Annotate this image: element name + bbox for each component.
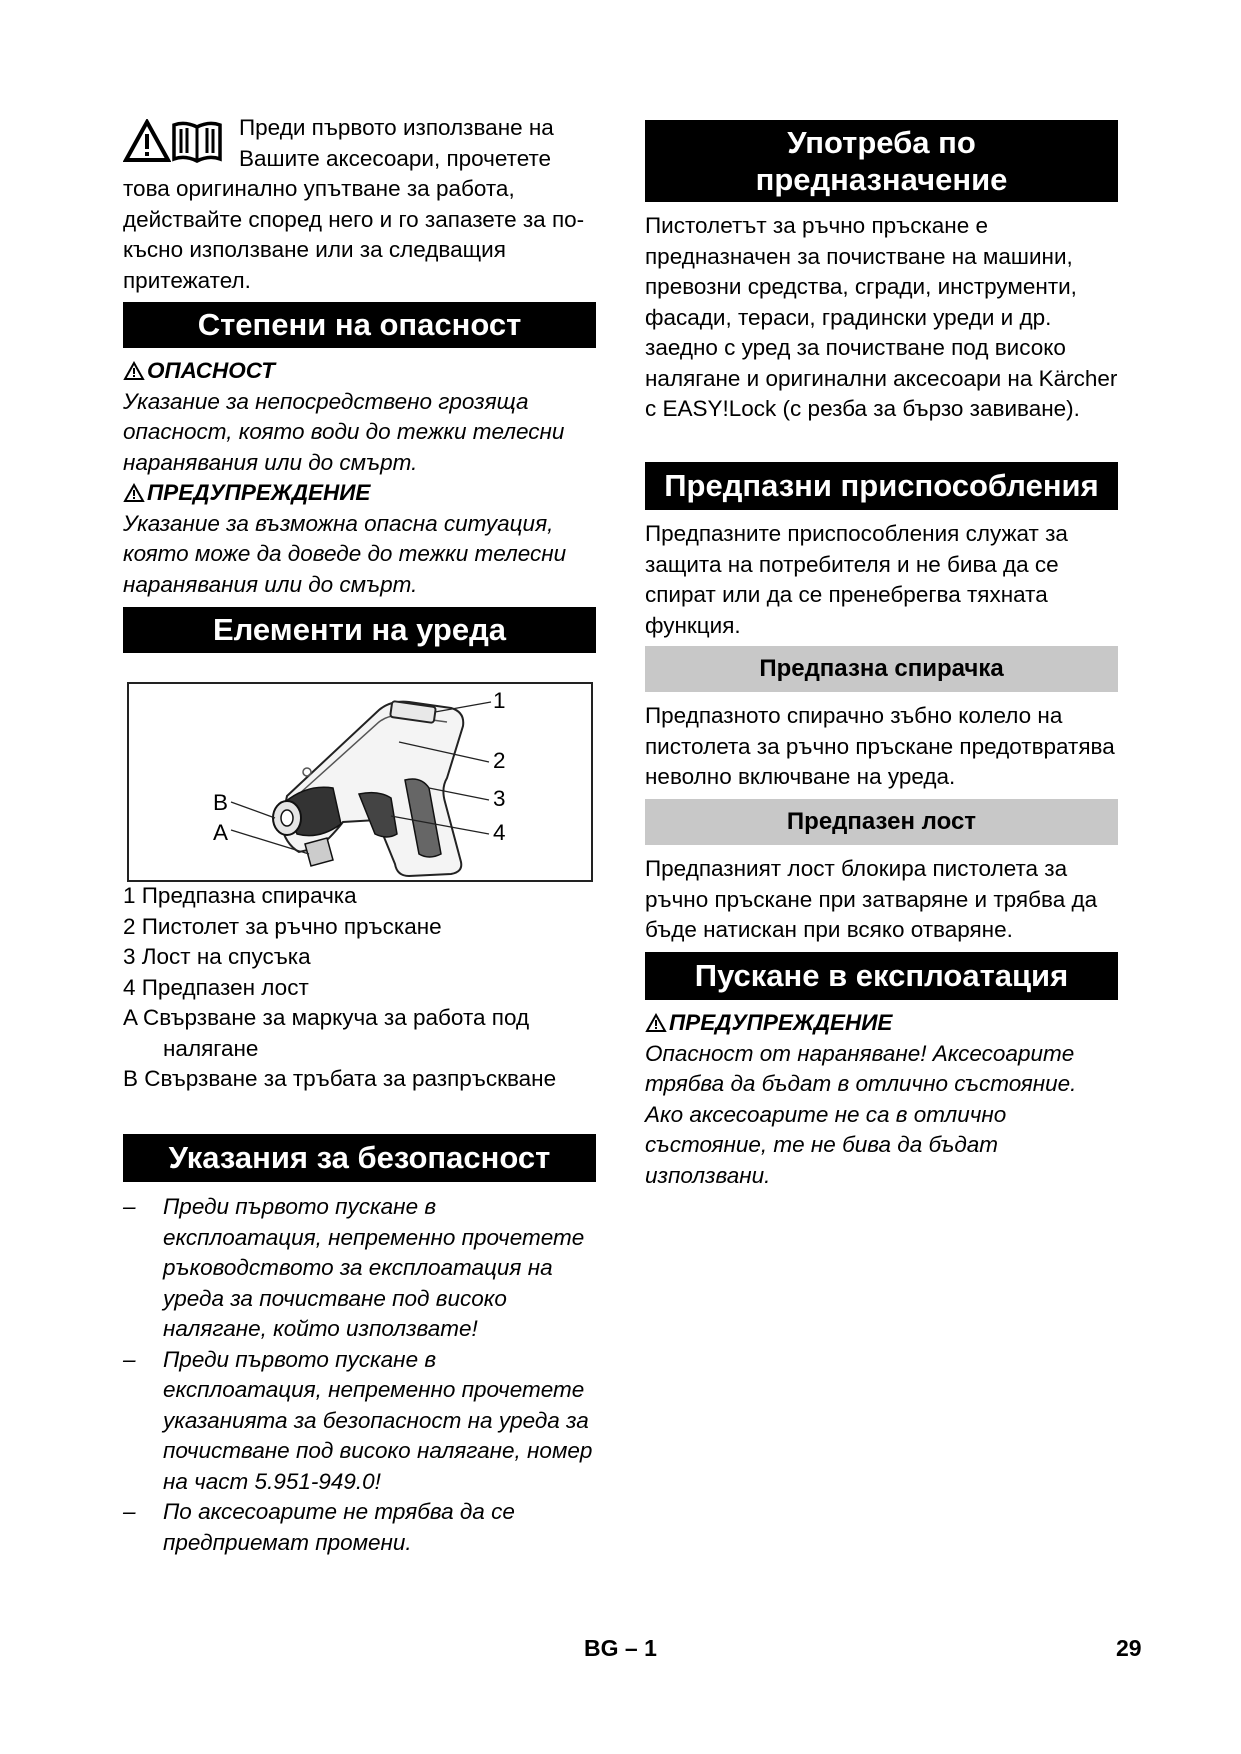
intro-line-2: Вашите аксесоари, прочетете bbox=[239, 145, 552, 171]
safety-devices-text: Предпазните приспособления служат за защита на потребителя и не бива да се спират или да се пренебрегва тяхната функция. bbox=[645, 521, 1068, 638]
danger-text: Указание за непосредствено грозяща опасност, която води до тежки телесни наранявания или до смърт. bbox=[123, 388, 565, 475]
safety-heading: Указания за безопасност bbox=[123, 1134, 596, 1182]
safety-item: – Преди първото пускане в експлоатация, непременно прочетете указанията за безопасност на уреда за почистване под високо налягане, номер на част 5.951-949.0! bbox=[123, 1346, 593, 1494]
callout-b: B bbox=[213, 790, 229, 815]
callout-1: 1 bbox=[493, 688, 506, 713]
warning-triangle-icon bbox=[123, 119, 171, 163]
legend-item: 3 Лост на спусъка bbox=[123, 944, 311, 969]
hazard-levels-heading: Степени на опасност bbox=[123, 302, 596, 348]
page-number: 29 bbox=[1116, 1635, 1142, 1661]
callout-a: A bbox=[213, 820, 229, 845]
safety-item: – Преди първото пускане в експлоатация, непременно прочетете ръководството за експлоатация на уреда за почистване под високо налягане, който използвате! bbox=[123, 1194, 585, 1341]
legend-item: A Свързване за маркуча за работа под налягане bbox=[123, 1005, 530, 1061]
legend-item: 4 Предпазен лост bbox=[123, 974, 309, 1000]
hazard-levels-section bbox=[123, 356, 596, 600]
safety-lever-text: Предпазният лост блокира пистолета за ръчно пръскане при затваряне и трябва да бъде натискан при всяко отваряне. bbox=[645, 856, 1098, 942]
spray-gun-figure bbox=[127, 682, 593, 882]
callout-3: 3 bbox=[493, 786, 506, 811]
safety-lever-heading: Предпазен лост bbox=[645, 799, 1118, 845]
startup-warning-text: Опасност от нараняване! Аксесоарите трябва да бъдат в отлично състояние. Ако аксесоарите не са в отлично състояние, те не бива да бъдат използвани. bbox=[645, 1040, 1077, 1188]
warning-label: ПРЕДУПРЕЖДЕНИЕ bbox=[123, 478, 596, 509]
intended-use-heading: Употреба по предназначение bbox=[645, 120, 1118, 202]
safety-catch-text: Предпазното спирачно зъбно колело на пистолета за ръчно пръскане предотвратява неволно включване на уреда. bbox=[645, 703, 1115, 789]
warning-text: Указание за възможна опасна ситуация, която може да доведе до тежки телесни наранявания или до смърт. bbox=[123, 510, 567, 597]
legend-item: 2 Пистолет за ръчно пръскане bbox=[123, 913, 442, 939]
callout-2: 2 bbox=[493, 748, 506, 773]
safety-devices-heading: Предпазни приспособления bbox=[645, 462, 1118, 510]
legend-item: B Свързване за тръбата за разпръскване bbox=[123, 1066, 557, 1091]
startup-heading: Пускане в експлоатация bbox=[645, 952, 1118, 1000]
safety-catch-heading: Предпазна спирачка bbox=[645, 646, 1118, 692]
danger-label: ОПАСНОСТ bbox=[123, 356, 596, 387]
element-legend bbox=[123, 881, 596, 1095]
intro-line-1: Преди първото използване на bbox=[239, 115, 554, 140]
startup-warning-label: ПРЕДУПРЕЖДЕНИЕ bbox=[645, 1008, 1118, 1039]
intro-paragraph bbox=[123, 113, 596, 296]
warning-icon bbox=[645, 1013, 667, 1033]
callout-4: 4 bbox=[493, 820, 506, 845]
page-language-label: BG – 1 bbox=[584, 1635, 657, 1661]
device-elements-heading: Елементи на уреда bbox=[123, 607, 596, 653]
intended-use-text: Пистолетът за ръчно пръскане е предназначен за почистване на машини, превозни средства, сгради, инструменти, фасади, тераси, градински уреди и др. заедно с уред за почистване под високо налягане и оригинални аксесоари на Kärcher с EASY!Lock (с резба за бързо завиване). bbox=[645, 213, 1118, 421]
spray-gun-illustration bbox=[129, 684, 591, 880]
startup-section bbox=[645, 1008, 1118, 1191]
safety-list bbox=[123, 1192, 596, 1558]
legend-item: 1 Предпазна спирачка bbox=[123, 883, 357, 908]
intro-text: това оригинално упътване за работа, действайте според него и го запазете за по-късно използване или за следващия притежател. bbox=[123, 176, 585, 293]
warning-icon bbox=[123, 361, 145, 381]
warning-icon bbox=[123, 483, 145, 503]
book-icon bbox=[171, 119, 223, 163]
safety-item: – По аксесоарите не трябва да се предприемат промени. bbox=[123, 1499, 515, 1555]
